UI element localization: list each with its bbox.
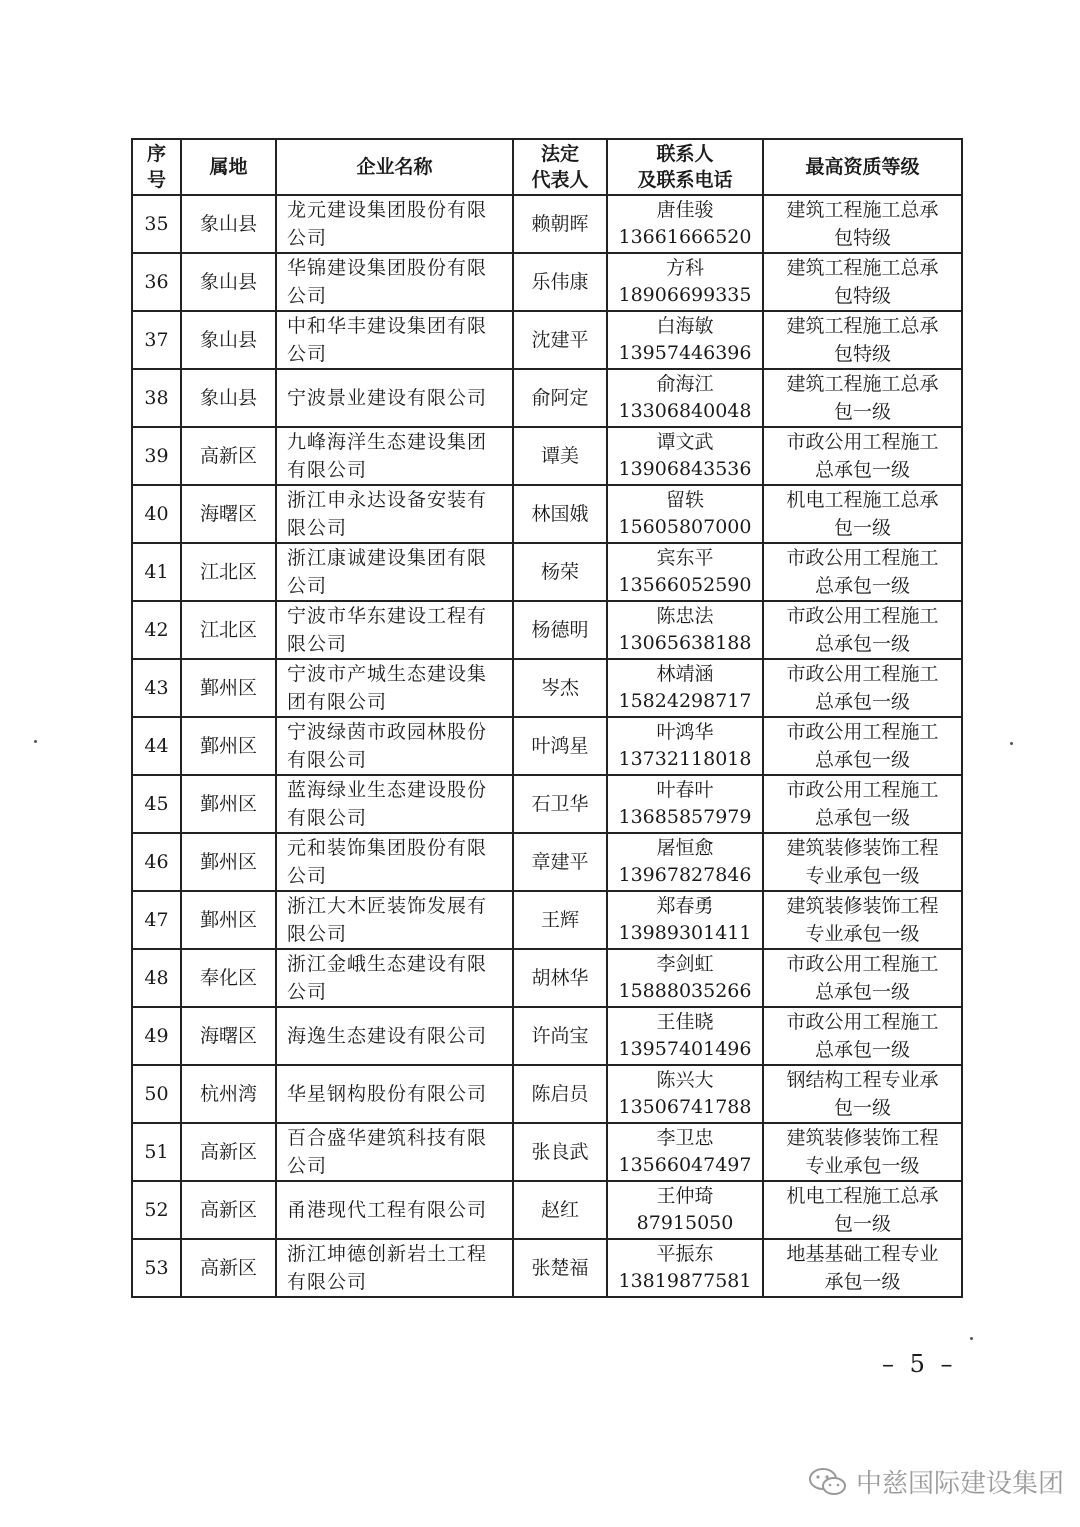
- cell-company: [276, 949, 513, 1007]
- company-name-line: 公司: [287, 575, 328, 597]
- qualification-line: 包一级: [833, 401, 891, 423]
- qualification-line: 总承包一级: [814, 1039, 910, 1061]
- cell-company: [276, 833, 513, 891]
- cell-qualification: [763, 253, 962, 311]
- cell-legal-rep: 胡林华: [513, 949, 607, 1007]
- qualification-line: 市政公用工程施工: [786, 663, 939, 685]
- company-name-line: 浙江大木匠装饰发展有: [287, 895, 488, 917]
- cell-legal-rep: 章建平: [513, 833, 607, 891]
- contact-phone: 13685857979: [618, 806, 752, 828]
- qualification-line: 包特级: [833, 285, 891, 307]
- company-name-line: 浙江金峨生态建设有限: [287, 953, 488, 975]
- cell-legal-rep: 张楚福: [513, 1239, 607, 1297]
- table-row: [132, 1123, 962, 1181]
- cell-qualification: [763, 659, 962, 717]
- cell-contact: [607, 1123, 763, 1181]
- cell-company: [276, 253, 513, 311]
- company-name-line: 蓝海绿业生态建设股份: [287, 779, 488, 801]
- cell-region: 海曙区: [181, 485, 276, 543]
- cell-region: 奉化区: [181, 949, 276, 1007]
- cell-seq: 41: [132, 543, 181, 601]
- qualification-line: 市政公用工程施工: [786, 779, 939, 801]
- company-name-line: 公司: [287, 227, 328, 249]
- cell-seq: 50: [132, 1065, 181, 1123]
- cell-contact: [607, 195, 763, 253]
- contact-person: 郑春勇: [656, 895, 714, 917]
- cell-seq: 38: [132, 369, 181, 427]
- cell-contact: [607, 659, 763, 717]
- qualification-line: 市政公用工程施工: [786, 953, 939, 975]
- contact-phone: 13661666520: [618, 226, 752, 248]
- contact-person: 王佳晓: [656, 1011, 714, 1033]
- header-seq-line1: 序: [146, 143, 166, 165]
- contact-phone: 15824298717: [618, 690, 752, 712]
- cell-region: 江北区: [181, 543, 276, 601]
- cell-contact: [607, 601, 763, 659]
- watermark: [808, 1463, 1064, 1500]
- page-number: – 5 –: [882, 1350, 957, 1378]
- cell-company: [276, 311, 513, 369]
- contact-phone: 13306840048: [618, 400, 752, 422]
- contact-person: 李卫忠: [656, 1127, 714, 1149]
- cell-legal-rep: 杨荣: [513, 543, 607, 601]
- contact-phone: 13506741788: [618, 1096, 752, 1118]
- cell-qualification: [763, 427, 962, 485]
- cell-contact: [607, 1181, 763, 1239]
- cell-qualification: [763, 1007, 962, 1065]
- company-name-line: 有限公司: [287, 459, 368, 481]
- contact-phone: 13957446396: [618, 342, 752, 364]
- cell-seq: 48: [132, 949, 181, 1007]
- table-row: [132, 891, 962, 949]
- cell-company: [276, 891, 513, 949]
- qualification-line: 建筑装修装饰工程: [786, 837, 939, 859]
- qualification-line: 包特级: [833, 227, 891, 249]
- cell-region: 鄞州区: [181, 833, 276, 891]
- table-row: [132, 485, 962, 543]
- header-qualification: 最高资质等级: [763, 139, 962, 195]
- cell-qualification: [763, 949, 962, 1007]
- contact-phone: 13957401496: [618, 1038, 752, 1060]
- cell-company: [276, 1007, 513, 1065]
- contact-person: 宾东平: [656, 547, 714, 569]
- company-name-line: 有限公司: [287, 807, 368, 829]
- qualification-line: 专业承包一级: [805, 1155, 920, 1177]
- qualification-line: 钢结构工程专业承: [786, 1069, 939, 1091]
- qualification-line: 建筑装修装饰工程: [786, 1127, 939, 1149]
- cell-region: 鄞州区: [181, 659, 276, 717]
- qualification-line: 总承包一级: [814, 749, 910, 771]
- cell-seq: 51: [132, 1123, 181, 1181]
- qualification-line: 承包一级: [824, 1271, 901, 1293]
- cell-seq: 36: [132, 253, 181, 311]
- cell-contact: [607, 369, 763, 427]
- table-row: [132, 601, 962, 659]
- table-row: [132, 1007, 962, 1065]
- company-name-line: 九峰海洋生态建设集团: [287, 431, 488, 453]
- table-row: [132, 543, 962, 601]
- qualification-line: 市政公用工程施工: [786, 721, 939, 743]
- company-name-line: 宁波市华东建设工程有: [287, 605, 488, 627]
- cell-company: [276, 775, 513, 833]
- contact-phone: 87915050: [636, 1212, 734, 1234]
- qualification-line: 地基基础工程专业: [786, 1243, 939, 1265]
- scan-speck: [970, 1337, 973, 1340]
- cell-legal-rep: 杨德明: [513, 601, 607, 659]
- cell-legal-rep: 王辉: [513, 891, 607, 949]
- watermark-text: 中慈国际建设集团: [856, 1469, 1065, 1499]
- cell-region: 高新区: [181, 427, 276, 485]
- contact-person: 留轶: [665, 489, 704, 511]
- qualification-line: 总承包一级: [814, 807, 910, 829]
- qualification-line: 专业承包一级: [805, 865, 920, 887]
- cell-legal-rep: 陈启员: [513, 1065, 607, 1123]
- contact-phone: 13065638188: [618, 632, 752, 654]
- company-name-line: 浙江坤德创新岩土工程: [287, 1243, 488, 1265]
- cell-region: 杭州湾: [181, 1065, 276, 1123]
- cell-region: 高新区: [181, 1181, 276, 1239]
- header-company: 企业名称: [276, 139, 513, 195]
- cell-qualification: [763, 369, 962, 427]
- table-row: [132, 717, 962, 775]
- table-header-row: [132, 139, 962, 195]
- qualification-line: 市政公用工程施工: [786, 605, 939, 627]
- cell-legal-rep: 石卫华: [513, 775, 607, 833]
- qualification-line: 建筑工程施工总承: [786, 257, 939, 279]
- table-row: [132, 369, 962, 427]
- table-row: [132, 195, 962, 253]
- company-name-line: 公司: [287, 285, 328, 307]
- company-name-line: 龙元建设集团股份有限: [287, 199, 488, 221]
- qualification-line: 建筑工程施工总承: [786, 199, 939, 221]
- header-region: 属地: [181, 139, 276, 195]
- table-row: [132, 1181, 962, 1239]
- cell-contact: [607, 833, 763, 891]
- contact-person: 陈忠法: [656, 605, 714, 627]
- cell-contact: [607, 949, 763, 1007]
- qualification-line: 总承包一级: [814, 459, 910, 481]
- header-rep: [513, 139, 607, 195]
- cell-company: [276, 1065, 513, 1123]
- contact-person: 屠恒愈: [656, 837, 714, 859]
- table-row: [132, 311, 962, 369]
- company-name-line: 华星钢构股份有限公司: [287, 1083, 488, 1105]
- cell-seq: 47: [132, 891, 181, 949]
- contact-person: 平振东: [656, 1243, 714, 1265]
- qualification-line: 总承包一级: [814, 633, 910, 655]
- cell-seq: 46: [132, 833, 181, 891]
- cell-qualification: [763, 1065, 962, 1123]
- contact-phone: 15605807000: [618, 516, 752, 538]
- cell-contact: [607, 1065, 763, 1123]
- cell-contact: [607, 543, 763, 601]
- qualification-line: 市政公用工程施工: [786, 1011, 939, 1033]
- table-row: [132, 775, 962, 833]
- cell-company: [276, 659, 513, 717]
- company-name-line: 华锦建设集团股份有限: [287, 257, 488, 279]
- qualification-line: 市政公用工程施工: [786, 431, 939, 453]
- table-row: [132, 949, 962, 1007]
- header-rep-line2: 代表人: [531, 169, 589, 191]
- contact-person: 叶鸿华: [656, 721, 714, 743]
- contact-phone: 15888035266: [618, 980, 752, 1002]
- cell-legal-rep: 俞阿定: [513, 369, 607, 427]
- qualification-line: 建筑装修装饰工程: [786, 895, 939, 917]
- cell-seq: 43: [132, 659, 181, 717]
- cell-region: 海曙区: [181, 1007, 276, 1065]
- cell-region: 江北区: [181, 601, 276, 659]
- qualification-line: 包特级: [833, 343, 891, 365]
- cell-company: [276, 195, 513, 253]
- company-name-line: 海逸生态建设有限公司: [287, 1025, 488, 1047]
- cell-region: 鄞州区: [181, 775, 276, 833]
- cell-qualification: [763, 543, 962, 601]
- qualification-line: 总承包一级: [814, 981, 910, 1003]
- cell-seq: 45: [132, 775, 181, 833]
- contact-phone: 18906699335: [618, 284, 752, 306]
- cell-contact: [607, 717, 763, 775]
- cell-seq: 44: [132, 717, 181, 775]
- cell-qualification: [763, 1239, 962, 1297]
- company-name-line: 限公司: [287, 517, 348, 539]
- cell-region: 鄞州区: [181, 717, 276, 775]
- company-name-line: 宁波市产城生态建设集: [287, 663, 488, 685]
- company-name-line: 有限公司: [287, 749, 368, 771]
- cell-seq: 39: [132, 427, 181, 485]
- contact-phone: 13906843536: [618, 458, 752, 480]
- contact-person: 王仲琦: [656, 1185, 714, 1207]
- qualification-line: 总承包一级: [814, 575, 910, 597]
- cell-qualification: [763, 1181, 962, 1239]
- cell-legal-rep: 谭美: [513, 427, 607, 485]
- qualification-line: 机电工程施工总承: [786, 1185, 939, 1207]
- cell-company: [276, 1239, 513, 1297]
- cell-legal-rep: 张良武: [513, 1123, 607, 1181]
- header-rep-line1: 法定: [540, 143, 579, 165]
- contact-phone: 13989301411: [618, 922, 752, 944]
- table-row: [132, 1239, 962, 1297]
- cell-legal-rep: 叶鸿星: [513, 717, 607, 775]
- scan-speck: [34, 740, 37, 743]
- cell-legal-rep: 赵红: [513, 1181, 607, 1239]
- company-name-line: 公司: [287, 981, 328, 1003]
- contact-person: 林靖涵: [656, 663, 714, 685]
- header-contact: [607, 139, 763, 195]
- cell-region: 象山县: [181, 253, 276, 311]
- cell-company: [276, 1123, 513, 1181]
- header-seq: [132, 139, 181, 195]
- company-name-line: 中和华丰建设集团有限: [287, 315, 488, 337]
- company-name-line: 百合盛华建筑科技有限: [287, 1127, 488, 1149]
- contact-person: 俞海江: [656, 373, 714, 395]
- cell-qualification: [763, 717, 962, 775]
- cell-contact: [607, 427, 763, 485]
- cell-qualification: [763, 601, 962, 659]
- cell-qualification: [763, 833, 962, 891]
- qualification-line: 包一级: [833, 1213, 891, 1235]
- cell-contact: [607, 253, 763, 311]
- cell-region: 象山县: [181, 311, 276, 369]
- company-name-line: 宁波景业建设有限公司: [287, 387, 488, 409]
- company-name-line: 公司: [287, 865, 328, 887]
- company-name-line: 公司: [287, 343, 328, 365]
- cell-region: 象山县: [181, 369, 276, 427]
- cell-company: [276, 1181, 513, 1239]
- cell-seq: 37: [132, 311, 181, 369]
- contact-person: 陈兴大: [656, 1069, 714, 1091]
- table-row: [132, 253, 962, 311]
- company-name-line: 浙江康诚建设集团有限: [287, 547, 488, 569]
- table-row: [132, 659, 962, 717]
- qualification-line: 包一级: [833, 1097, 891, 1119]
- company-name-line: 元和装饰集团股份有限: [287, 837, 488, 859]
- cell-region: 鄞州区: [181, 891, 276, 949]
- wechat-icon: [808, 1467, 848, 1497]
- cell-contact: [607, 1239, 763, 1297]
- company-name-line: 有限公司: [287, 1271, 368, 1293]
- table-row: [132, 833, 962, 891]
- table-body: [132, 195, 962, 1297]
- header-contact-line1: 联系人: [656, 143, 714, 165]
- cell-seq: 35: [132, 195, 181, 253]
- contact-person: 叶春叶: [656, 779, 714, 801]
- cell-region: 象山县: [181, 195, 276, 253]
- cell-legal-rep: 许尚宝: [513, 1007, 607, 1065]
- qualification-line: 包一级: [833, 517, 891, 539]
- cell-seq: 53: [132, 1239, 181, 1297]
- cell-qualification: [763, 891, 962, 949]
- cell-region: 高新区: [181, 1239, 276, 1297]
- cell-company: [276, 717, 513, 775]
- cell-company: [276, 543, 513, 601]
- contact-phone: 13819877581: [618, 1270, 752, 1292]
- cell-legal-rep: 赖朝晖: [513, 195, 607, 253]
- qualification-line: 机电工程施工总承: [786, 489, 939, 511]
- cell-company: [276, 601, 513, 659]
- qualification-line: 市政公用工程施工: [786, 547, 939, 569]
- cell-legal-rep: 沈建平: [513, 311, 607, 369]
- scan-speck: [1010, 742, 1013, 745]
- qualification-line: 建筑工程施工总承: [786, 373, 939, 395]
- cell-qualification: [763, 775, 962, 833]
- company-name-line: 浙江申永达设备安装有: [287, 489, 488, 511]
- cell-legal-rep: 林国娥: [513, 485, 607, 543]
- cell-seq: 52: [132, 1181, 181, 1239]
- company-name-line: 公司: [287, 1155, 328, 1177]
- cell-contact: [607, 775, 763, 833]
- contact-person: 方科: [665, 257, 704, 279]
- contact-person: 谭文武: [656, 431, 714, 453]
- contact-person: 白海敏: [656, 315, 714, 337]
- table-row: [132, 427, 962, 485]
- cell-legal-rep: 岑杰: [513, 659, 607, 717]
- table-row: [132, 1065, 962, 1123]
- cell-contact: [607, 891, 763, 949]
- cell-seq: 49: [132, 1007, 181, 1065]
- cell-seq: 40: [132, 485, 181, 543]
- qualification-line: 建筑工程施工总承: [786, 315, 939, 337]
- contact-person: 李剑虹: [656, 953, 714, 975]
- company-name-line: 宁波绿茵市政园林股份: [287, 721, 488, 743]
- company-name-line: 甬港现代工程有限公司: [287, 1199, 488, 1221]
- contact-phone: 13967827846: [618, 864, 752, 886]
- header-contact-line2: 及联系电话: [637, 169, 733, 191]
- company-name-line: 限公司: [287, 923, 348, 945]
- enterprise-table: [131, 138, 963, 1298]
- contact-phone: 13566047497: [618, 1154, 752, 1176]
- cell-company: [276, 369, 513, 427]
- cell-region: 高新区: [181, 1123, 276, 1181]
- cell-qualification: [763, 1123, 962, 1181]
- cell-company: [276, 485, 513, 543]
- company-name-line: 限公司: [287, 633, 348, 655]
- cell-qualification: [763, 485, 962, 543]
- contact-person: 唐佳骏: [656, 199, 714, 221]
- qualification-line: 总承包一级: [814, 691, 910, 713]
- cell-legal-rep: 乐伟康: [513, 253, 607, 311]
- cell-seq: 42: [132, 601, 181, 659]
- cell-qualification: [763, 195, 962, 253]
- cell-contact: [607, 485, 763, 543]
- contact-phone: 13732118018: [618, 748, 752, 770]
- header-seq-line2: 号: [146, 169, 166, 191]
- cell-contact: [607, 311, 763, 369]
- contact-phone: 13566052590: [618, 574, 752, 596]
- cell-qualification: [763, 311, 962, 369]
- cell-contact: [607, 1007, 763, 1065]
- qualification-line: 专业承包一级: [805, 923, 920, 945]
- company-name-line: 团有限公司: [287, 691, 388, 713]
- cell-company: [276, 427, 513, 485]
